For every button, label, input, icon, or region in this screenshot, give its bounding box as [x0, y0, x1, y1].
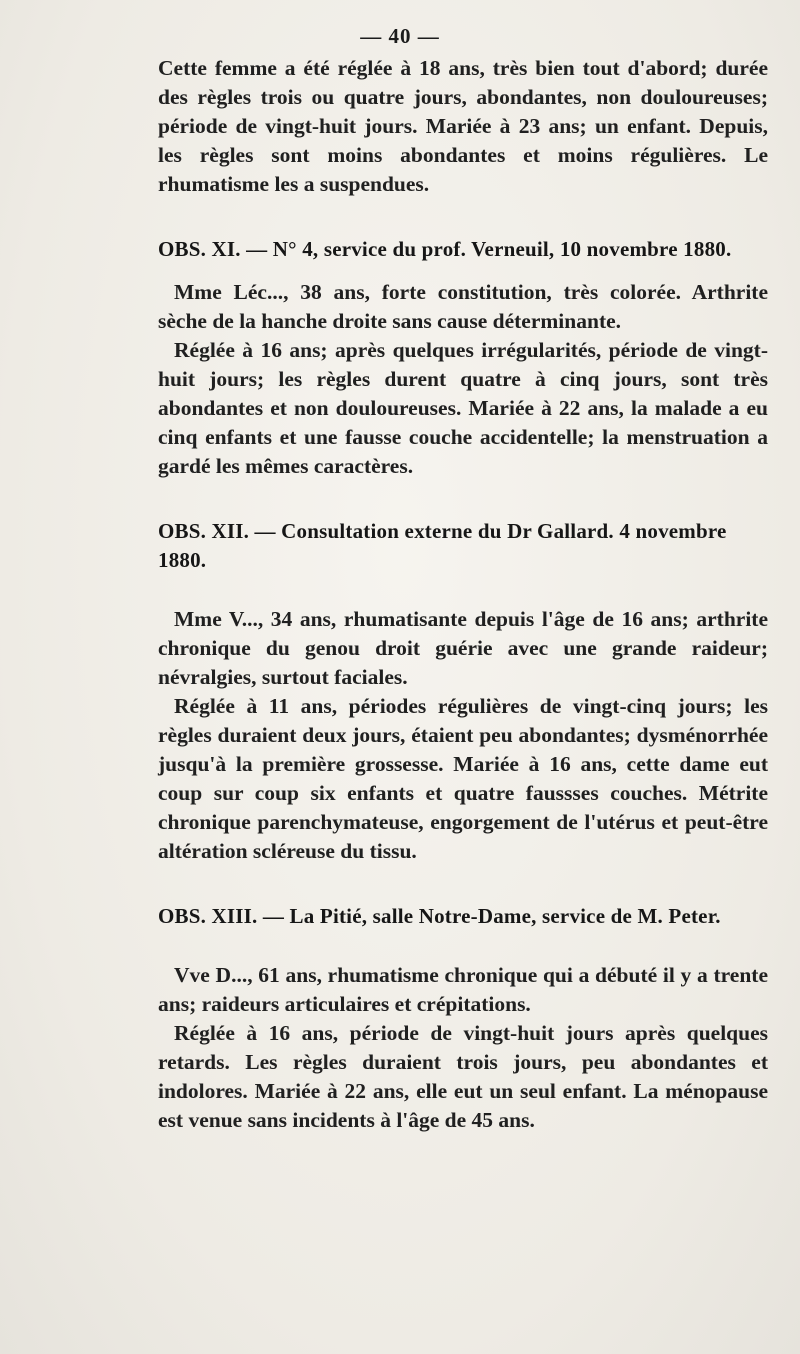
observation-xii-heading: OBS. XII. — Consultation externe du Dr Gallard. 4 novembre 1880. — [158, 519, 727, 572]
page-number: — 40 — — [360, 24, 440, 48]
paragraph-obs-xii-patient: Mme V..., 34 ans, rhumatisante depuis l'âge de 16 ans; arthrite chronique du genou droit guérie avec une grande raideur; névralgies, surtout faciales. — [158, 607, 768, 689]
paragraph-obs-xii-menstruation: Réglée à 11 ans, périodes régulières de vingt-cinq jours; les règles duraient deux jours, étaient peu abondantes; dysménorrhée jusqu'à la première grossesse. Mariée à 16 ans, cette dame eut coup sur coup six enfants et quatre faussses couches. Métrite chronique parenchymateuse, engorgement de l'utérus et peut-être altération scléreuse du tissu. — [158, 694, 768, 863]
paragraph-obs-xi-patient: Mme Léc..., 38 ans, forte constitution, très colorée. Arthrite sèche de la hanche droite sans cause déterminante. — [158, 280, 768, 333]
paragraph-obs-xi-menstruation: Réglée à 16 ans; après quelques irrégularités, période de vingt-huit jours; les règles durent quatre à cinq jours, sont très abondantes et non douloureuses. Mariée à 22 ans, la malade a eu cinq enfants et une fausse couche accidentelle; la menstruation a gardé les mêmes caractères. — [158, 338, 768, 478]
observation-xiii-heading: OBS. XIII. — La Pitié, salle Notre-Dame, service de M. Peter. — [158, 904, 721, 928]
paragraph-case-x-history: Cette femme a été réglée à 18 ans, très bien tout d'abord; durée des règles trois ou quatre jours, abondantes, non douloureuses; période de vingt-huit jours. Mariée à 23 ans; un enfant. Depuis, les règles sont moins abondantes et moins régulières. Le rhumatisme les a suspendues. — [158, 56, 768, 196]
text-column — [158, 54, 768, 1135]
paragraph-obs-xiii-patient: Vve D..., 61 ans, rhumatisme chronique qui a débuté il y a trente ans; raideurs articulaires et crépitations. — [158, 963, 768, 1016]
observation-xi-heading: OBS. XI. — N° 4, service du prof. Verneuil, 10 novembre 1880. — [158, 237, 732, 261]
paragraph-obs-xiii-menstruation: Réglée à 16 ans, période de vingt-huit jours après quelques retards. Les règles duraient trois jours, peu abondantes et indolores. Mariée à 22 ans, elle eut un seul enfant. La ménopause est venue sans incidents à l'âge de 45 ans. — [158, 1021, 768, 1132]
